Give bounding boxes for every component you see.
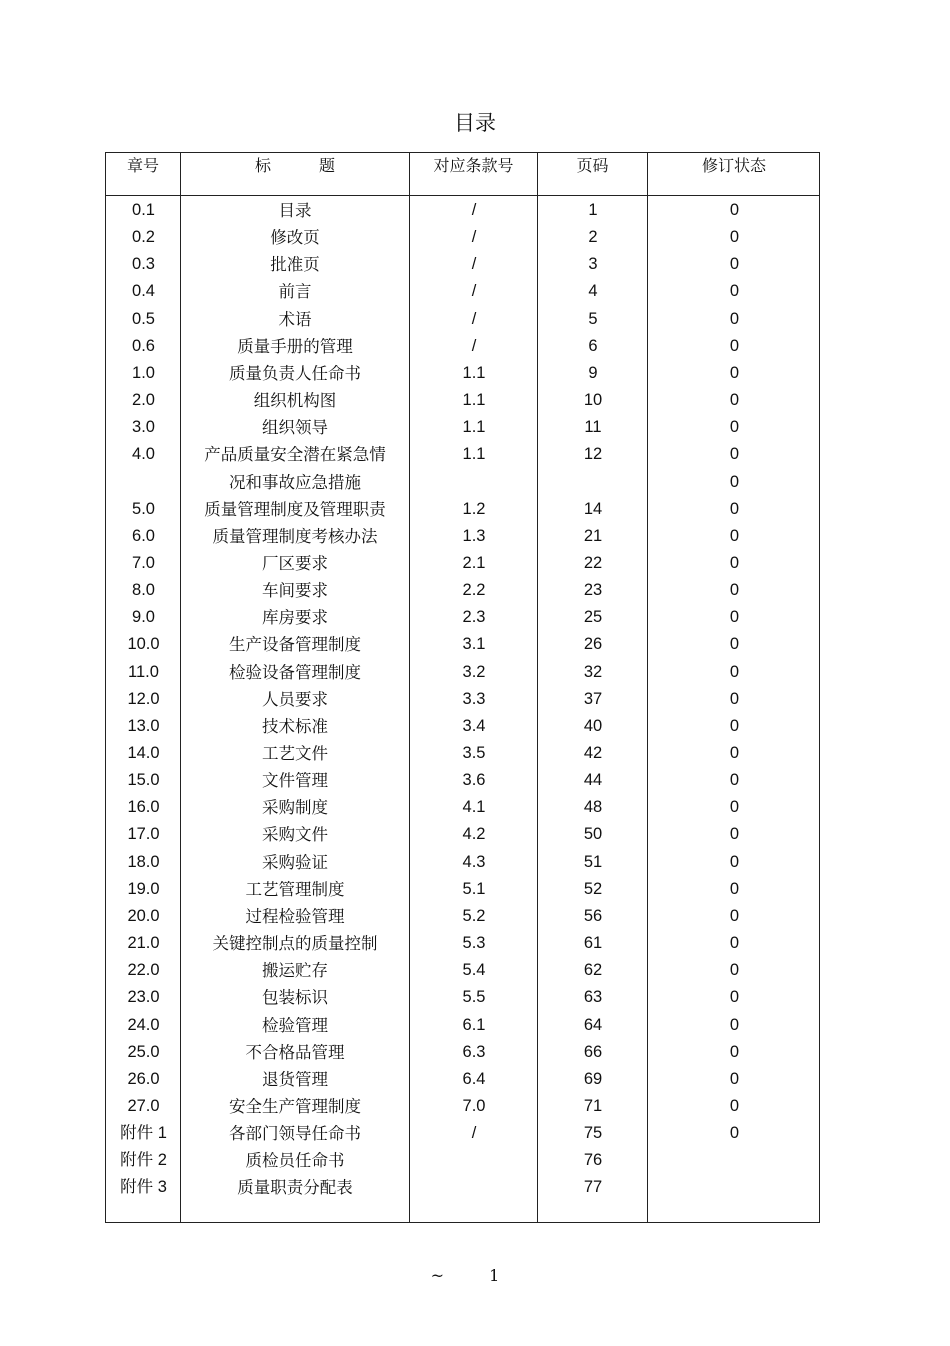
cell-title: 批准页 <box>270 255 320 275</box>
cell-chapter: 19.0 <box>127 879 160 898</box>
cell-chapter: 0.2 <box>132 228 155 247</box>
cell-page: 1 <box>588 201 598 219</box>
cell-clause: 2.2 <box>462 581 486 600</box>
cell-page: 26 <box>583 635 603 654</box>
cell-title: 安全生产管理制度 <box>229 1096 361 1116</box>
cell-chapter: 11.0 <box>128 662 159 681</box>
cell-revision <box>649 1174 820 1201</box>
cell-clause: 1.1 <box>462 363 486 382</box>
cell-clause: 3.6 <box>462 771 486 790</box>
cell-page: 32 <box>583 662 603 681</box>
cell-revision: 0 <box>729 716 740 735</box>
cell-clause: / <box>471 228 477 247</box>
cell-page: 6 <box>588 336 598 355</box>
cell-revision: 0 <box>729 1096 740 1115</box>
cell-page: 66 <box>583 1042 603 1061</box>
cell-page: 62 <box>583 961 603 980</box>
cell-page: 12 <box>583 445 603 464</box>
cell-title: 关键控制点的质量控制 <box>212 934 378 954</box>
cell-chapter: 18.0 <box>127 852 160 871</box>
cell-chapter: 6.0 <box>132 526 155 545</box>
table-row <box>105 1147 820 1174</box>
cell-chapter: 附件 2 <box>120 1151 167 1170</box>
cell-title: 包装标识 <box>262 988 328 1008</box>
cell-page: 21 <box>583 526 603 545</box>
cell-chapter: 5.0 <box>132 499 155 518</box>
cell-page: 14 <box>583 499 603 518</box>
cell-clause: 3.2 <box>462 662 486 681</box>
cell-clause: 1.2 <box>462 499 486 518</box>
cell-revision: 0 <box>729 526 740 545</box>
cell-clause: 4.1 <box>462 798 486 817</box>
cell-chapter: 23.0 <box>127 988 160 1007</box>
cell-revision: 0 <box>729 1069 740 1088</box>
cell-chapter: 附件 3 <box>120 1178 167 1197</box>
cell-chapter: 0.3 <box>132 255 155 274</box>
cell-revision: 0 <box>729 906 740 925</box>
cell-clause: 2.3 <box>462 608 486 627</box>
header-chapter: 章号 <box>126 156 159 175</box>
cell-chapter: 1.0 <box>132 363 155 382</box>
table-row <box>105 387 820 414</box>
cell-page: 50 <box>583 825 603 844</box>
table-row <box>105 1120 820 1147</box>
cell-revision: 0 <box>729 581 740 600</box>
cell-revision: 0 <box>729 201 740 219</box>
cell-revision: 0 <box>729 445 740 464</box>
cell-page: 22 <box>583 553 603 572</box>
table-row <box>105 1066 820 1093</box>
cell-page: 64 <box>583 1015 603 1034</box>
cell-page: 61 <box>583 934 603 953</box>
cell-page: 77 <box>583 1178 603 1197</box>
table-row <box>105 496 820 523</box>
cell-clause: 1.1 <box>462 418 486 437</box>
cell-title: 质量管理制度考核办法 <box>212 526 378 546</box>
cell-clause: 7.0 <box>462 1096 486 1115</box>
cell-title: 采购制度 <box>262 798 328 818</box>
table-row <box>105 1093 820 1120</box>
cell-revision: 0 <box>729 879 740 898</box>
cell-page: 37 <box>583 689 603 708</box>
cell-clause: 6.4 <box>462 1069 486 1088</box>
cell-page: 63 <box>583 988 603 1007</box>
cell-clause: / <box>471 201 477 219</box>
table-row <box>105 821 820 848</box>
cell-revision: 0 <box>729 689 740 708</box>
cell-chapter: 14.0 <box>127 744 160 762</box>
cell-title: 搬运贮存 <box>262 961 328 981</box>
cell-revision: 0 <box>729 1042 740 1061</box>
cell-page: 10 <box>583 391 603 410</box>
cell-clause: 3.4 <box>462 716 486 735</box>
cell-revision: 0 <box>729 798 740 817</box>
cell-clause: 2.1 <box>462 553 486 572</box>
cell-chapter: 25.0 <box>127 1042 160 1061</box>
cell-title: 采购验证 <box>262 852 328 872</box>
cell-title: 生产设备管理制度 <box>229 635 361 655</box>
cell-page: 23 <box>583 581 603 600</box>
cell-chapter: 2.0 <box>132 391 155 410</box>
table-row <box>105 631 820 658</box>
cell-clause <box>411 1174 537 1201</box>
cell-clause: 4.3 <box>462 852 486 871</box>
cell-title: 质量职责分配表 <box>237 1178 353 1198</box>
table-row <box>105 686 820 713</box>
table-row <box>105 1012 820 1039</box>
cell-revision: 0 <box>729 961 740 980</box>
cell-revision: 0 <box>729 635 740 654</box>
header-title: 标 题 <box>254 156 335 175</box>
table-row <box>105 876 820 903</box>
cell-page: 76 <box>583 1151 603 1170</box>
cell-title: 产品质量安全潜在紧急情 <box>204 445 386 465</box>
cell-title: 采购文件 <box>262 825 328 845</box>
cell-title: 质量负责人任命书 <box>229 363 361 383</box>
cell-page: 5 <box>588 309 598 328</box>
cell-clause: 6.3 <box>462 1042 486 1061</box>
cell-title: 组织机构图 <box>253 391 337 411</box>
table-row <box>105 849 820 876</box>
cell-title: 文件管理 <box>262 771 328 791</box>
cell-chapter: 8.0 <box>132 581 155 600</box>
table-row <box>105 1174 820 1201</box>
cell-page: 71 <box>583 1096 603 1115</box>
cell-title: 工艺文件 <box>262 744 328 763</box>
cell-revision: 0 <box>729 1124 740 1143</box>
table-row <box>105 469 820 496</box>
cell-revision: 0 <box>729 553 740 572</box>
cell-revision: 0 <box>729 363 740 382</box>
cell-revision: 0 <box>729 825 740 844</box>
table-row <box>105 957 820 984</box>
cell-title: 术语 <box>278 309 312 329</box>
table-row <box>105 1039 820 1066</box>
cell-page: 42 <box>583 744 603 762</box>
cell-clause: / <box>471 255 477 274</box>
header-divider <box>105 195 820 196</box>
cell-clause: 1.1 <box>462 391 486 410</box>
cell-page: 52 <box>583 879 603 898</box>
cell-clause: 1.1 <box>462 445 486 464</box>
cell-clause <box>411 1147 537 1174</box>
table-row <box>105 414 820 441</box>
cell-revision: 0 <box>729 1015 740 1034</box>
cell-chapter: 3.0 <box>132 418 155 437</box>
cell-title: 技术标准 <box>262 716 328 736</box>
cell-clause: 6.1 <box>462 1015 486 1034</box>
cell-clause: 4.2 <box>462 825 486 844</box>
cell-chapter: 0.5 <box>132 309 155 328</box>
cell-page: 4 <box>588 282 598 301</box>
cell-revision: 0 <box>729 228 740 247</box>
table-row <box>105 224 820 251</box>
table-row <box>105 713 820 740</box>
cell-chapter: 21.0 <box>127 934 160 953</box>
cell-page: 25 <box>583 608 603 627</box>
cell-chapter: 16.0 <box>127 798 160 817</box>
cell-revision: 0 <box>729 309 740 328</box>
table-row <box>105 604 820 631</box>
table-row <box>105 930 820 957</box>
cell-page: 48 <box>583 798 603 817</box>
cell-title: 车间要求 <box>262 581 328 601</box>
cell-clause: 3.5 <box>462 744 486 762</box>
cell-title: 组织领导 <box>262 418 328 438</box>
cell-title: 库房要求 <box>262 608 328 628</box>
cell-title: 检验设备管理制度 <box>229 662 361 682</box>
cell-revision: 0 <box>729 472 740 491</box>
cell-clause: 5.3 <box>462 934 486 953</box>
cell-chapter: 10.0 <box>127 635 160 654</box>
table-row <box>105 903 820 930</box>
cell-revision: 0 <box>729 282 740 301</box>
cell-title: 质检员任命书 <box>245 1151 345 1171</box>
cell-chapter: 4.0 <box>132 445 155 464</box>
cell-chapter: 15.0 <box>127 771 160 790</box>
cell-title: 修改页 <box>270 228 320 248</box>
cell-title: 厂区要求 <box>262 553 328 573</box>
cell-revision: 0 <box>729 418 740 437</box>
cell-chapter: 17.0 <box>127 825 160 844</box>
cell-revision <box>649 1147 820 1174</box>
cell-title: 目录 <box>278 201 312 220</box>
cell-title: 检验管理 <box>262 1015 328 1035</box>
cell-chapter: 27.0 <box>127 1096 160 1115</box>
cell-clause: 5.4 <box>462 961 486 980</box>
cell-chapter: 22.0 <box>127 961 160 980</box>
table-row <box>105 577 820 604</box>
table-row <box>105 306 820 333</box>
cell-chapter: 附件 1 <box>120 1124 167 1143</box>
header-clause: 对应条款号 <box>433 156 514 175</box>
cell-chapter: 0.4 <box>132 282 155 301</box>
table-row <box>105 984 820 1011</box>
cell-revision: 0 <box>729 852 740 871</box>
table-row <box>105 333 820 360</box>
page-footer: ~ 1 <box>430 1266 520 1285</box>
cell-title: 质量管理制度及管理职责 <box>204 499 386 519</box>
table-row <box>105 197 820 224</box>
cell-title: 各部门领导任命书 <box>229 1124 361 1144</box>
cell-page: 2 <box>588 228 598 247</box>
table-row <box>105 767 820 794</box>
cell-chapter <box>107 469 180 496</box>
cell-page <box>538 469 648 496</box>
table-row <box>105 659 820 686</box>
cell-chapter: 0.1 <box>132 201 155 219</box>
cell-clause: / <box>471 1124 477 1143</box>
cell-page: 11 <box>584 418 602 437</box>
cell-title: 工艺管理制度 <box>245 879 345 899</box>
cell-page: 51 <box>583 852 603 871</box>
cell-title: 不合格品管理 <box>245 1042 345 1062</box>
cell-page: 3 <box>588 255 598 274</box>
table-row <box>105 360 820 387</box>
cell-title: 况和事故应急措施 <box>229 472 361 492</box>
cell-chapter: 13.0 <box>127 716 160 735</box>
table-row <box>105 441 820 468</box>
cell-clause <box>411 469 537 496</box>
table-row <box>105 278 820 305</box>
cell-chapter: 24.0 <box>127 1015 160 1034</box>
cell-page: 56 <box>583 906 603 925</box>
table-row <box>105 794 820 821</box>
cell-title: 人员要求 <box>262 689 328 709</box>
table-row <box>105 251 820 278</box>
cell-chapter: 7.0 <box>132 553 155 572</box>
cell-title: 质量手册的管理 <box>237 336 353 356</box>
cell-clause: 5.2 <box>462 906 486 925</box>
cell-revision: 0 <box>729 662 740 681</box>
cell-revision: 0 <box>729 336 740 355</box>
cell-clause: / <box>471 336 477 355</box>
cell-chapter: 12.0 <box>127 689 160 708</box>
cell-page: 69 <box>583 1069 603 1088</box>
page-title: 目录 <box>454 111 496 135</box>
cell-clause: / <box>471 309 477 328</box>
cell-page: 40 <box>583 716 603 735</box>
cell-revision: 0 <box>729 608 740 627</box>
table-row <box>105 523 820 550</box>
cell-clause: 3.3 <box>462 689 486 708</box>
cell-clause: 5.1 <box>462 879 486 898</box>
cell-revision: 0 <box>729 771 740 790</box>
cell-title: 前言 <box>278 282 312 302</box>
cell-clause: / <box>471 282 477 301</box>
cell-page: 9 <box>588 363 598 382</box>
cell-revision: 0 <box>729 988 740 1007</box>
cell-clause: 1.3 <box>462 526 486 545</box>
cell-chapter: 26.0 <box>127 1069 160 1088</box>
cell-page: 44 <box>583 771 603 790</box>
cell-revision: 0 <box>729 934 740 953</box>
cell-revision: 0 <box>729 499 740 518</box>
cell-revision: 0 <box>729 391 740 410</box>
cell-chapter: 9.0 <box>132 608 155 627</box>
cell-clause: 5.5 <box>462 988 486 1007</box>
cell-revision: 0 <box>729 744 740 762</box>
cell-page: 75 <box>583 1124 603 1143</box>
cell-revision: 0 <box>729 255 740 274</box>
cell-chapter: 20.0 <box>127 906 160 925</box>
header-revision: 修订状态 <box>701 156 766 175</box>
cell-title: 过程检验管理 <box>245 906 345 926</box>
table-row <box>105 550 820 577</box>
cell-chapter: 0.6 <box>132 336 155 355</box>
cell-title: 退货管理 <box>262 1069 328 1089</box>
header-page: 页码 <box>576 156 609 175</box>
table-row <box>105 740 820 767</box>
cell-clause: 3.1 <box>462 635 486 654</box>
